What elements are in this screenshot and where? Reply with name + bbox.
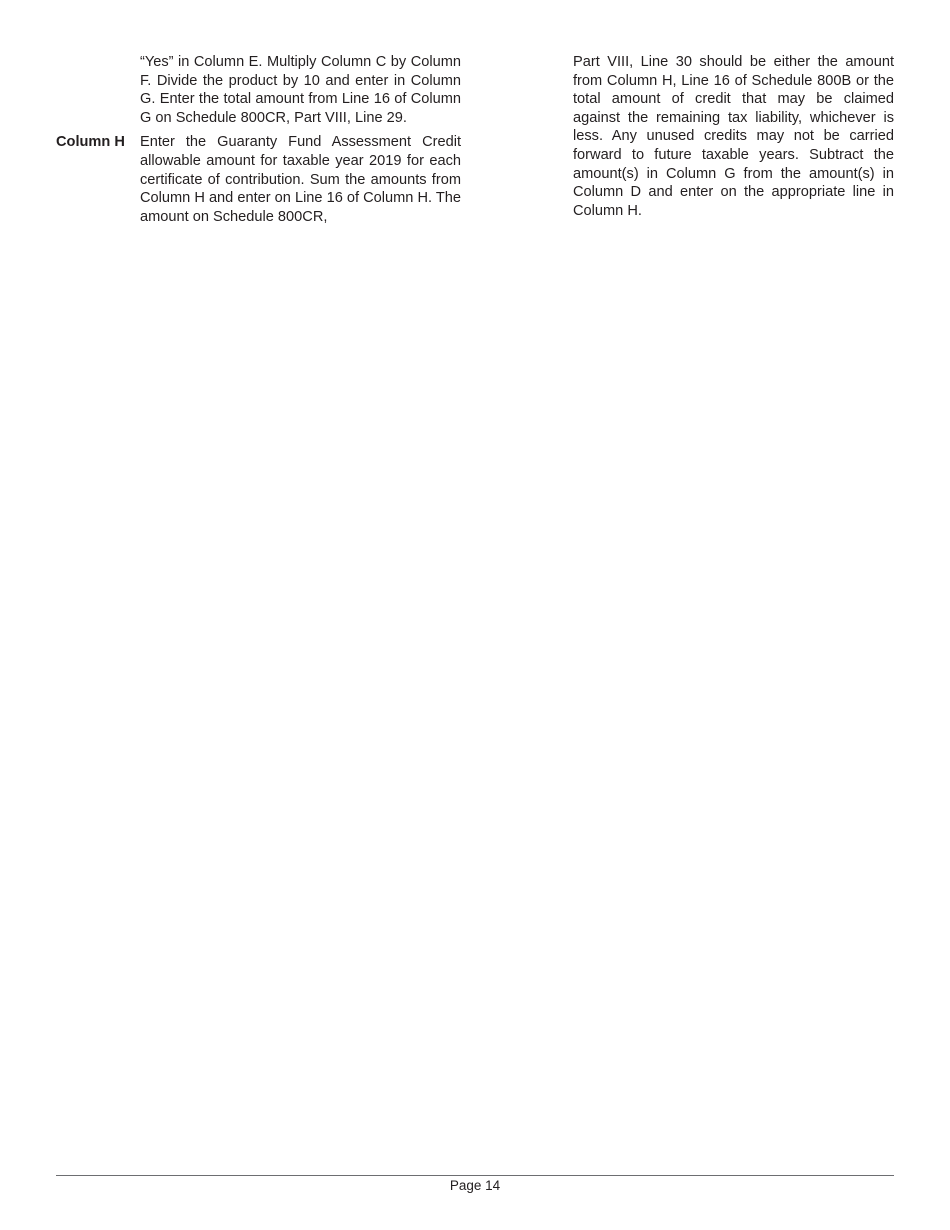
column-g-continuation-entry: [56, 53, 461, 127]
footer-divider: [56, 1175, 894, 1176]
column-h-continuation-text: Part VIII, Line 30 should be either the amount from Column H, Line 16 of Schedule 800B or the total amount of credit that may be claimed against the remaining tax liability, whichever is less. Any unused credits may not be carried forward to future taxable years. Subtract the amount(s) in Column G from the amount(s) in Column D and enter on the appropriate line in Column H.: [573, 54, 894, 219]
page-number: Page 14: [449, 1178, 501, 1193]
column-h-entry: [56, 133, 461, 226]
right-text-column: [573, 53, 894, 220]
column-g-continuation-text: “Yes” in Column E. Multiply Column C by Column F. Divide the product by 10 and enter in Column G. Enter the total amount from Line 16 of Column G on Schedule 800CR, Part VIII, Line 29.: [140, 54, 461, 126]
left-text-column: [56, 53, 461, 226]
column-h-label: Column H: [56, 134, 125, 151]
column-h-instruction-text: Enter the Guaranty Fund Assessment Credit allowable amount for taxable year 2019 for each certificate of contribution. Sum the amounts from Column H and enter on Line 16 of Column H. The amount on Schedule 800CR,: [140, 134, 461, 225]
